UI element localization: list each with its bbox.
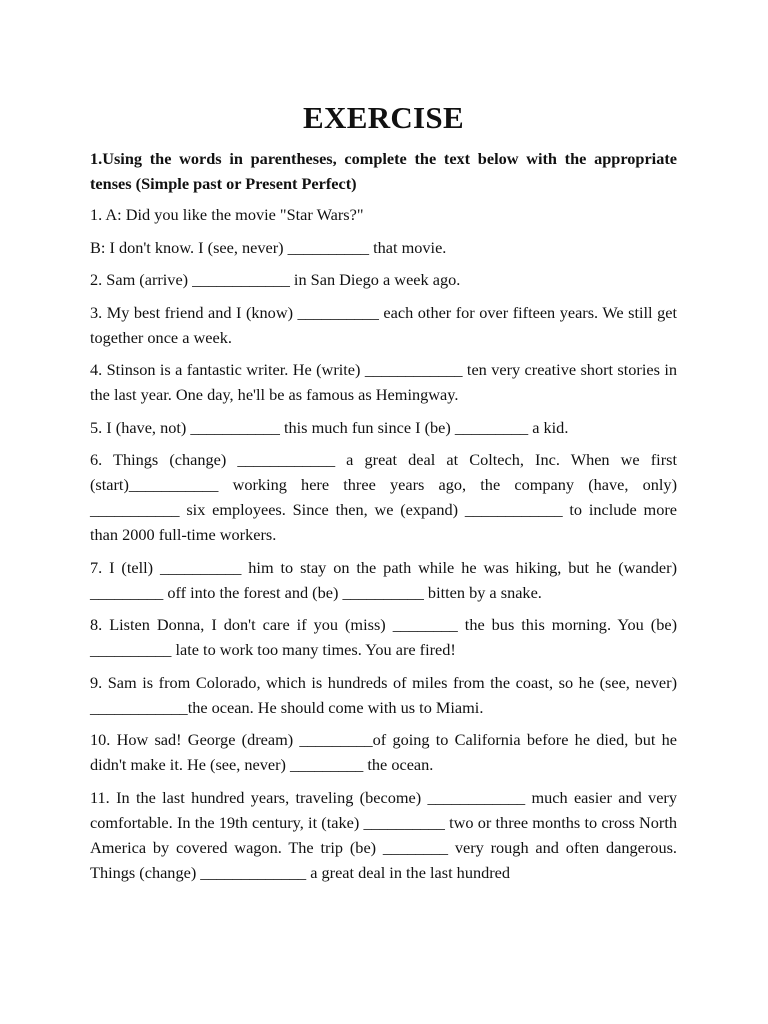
document-page: [90, 96, 677, 892]
exercise-item-2: 2. Sam (arrive) ____________ in San Diego a week ago.: [90, 270, 461, 289]
exercise-item-6: 6. Things (change) ____________ a great deal at Coltech, Inc. When we first (start)___________ working here three years ago, the company (have, only) ___________ six employees. Since then, we (expand) ____________ to include more than 2000 full-time workers.: [90, 450, 677, 544]
exercise-item-5: 5. I (have, not) ___________ this much fun since I (be) _________ a kid.: [90, 417, 569, 437]
exercise-instruction: 1.Using the words in parentheses, complete the text below with the appropriate tenses (Simple past or Present Perfect): [90, 149, 677, 193]
exercise-item-11: 11. In the last hundred years, traveling (become) ____________ much easier and very comfortable. In the 19th century, it (take) __________ two or three months to cross North America by covered wagon. The trip (be) ________ very rough and often dangerous. Things (change) _____________ a great deal in the last hundred: [90, 787, 677, 882]
exercise-item-8: 8. Listen Donna, I don't care if you (miss) ________ the bus this morning. You (be) __________ late to work too many times. You are fired!: [90, 615, 677, 659]
exercise-item-4: 4. Stinson is a fantastic writer. He (write) ____________ ten very creative short stories in the last year. One day, he'll be as famous as Hemingway.: [90, 360, 677, 404]
exercise-item-9: 9. Sam is from Colorado, which is hundreds of miles from the coast, so he (see, never) ____________the ocean. He should come with us to Miami.: [90, 672, 677, 717]
exercise-item-3: 3. My best friend and I (know) __________ each other for over fifteen years. We still get together once a week.: [90, 302, 677, 347]
exercise-item-1a: 1. A: Did you like the movie "Star Wars?": [90, 205, 364, 224]
exercise-item-7: 7. I (tell) __________ him to stay on the path while he was hiking, but he (wander) _________ off into the forest and (be) __________ bitten by a snake.: [90, 557, 677, 602]
exercise-item-10: 10. How sad! George (dream) _________of going to California before he died, but he didn't make it. He (see, never) _________ the ocean.: [90, 730, 677, 774]
page-title: EXERCISE: [303, 100, 464, 135]
exercise-item-1b: B: I don't know. I (see, never) __________ that movie.: [90, 237, 447, 257]
